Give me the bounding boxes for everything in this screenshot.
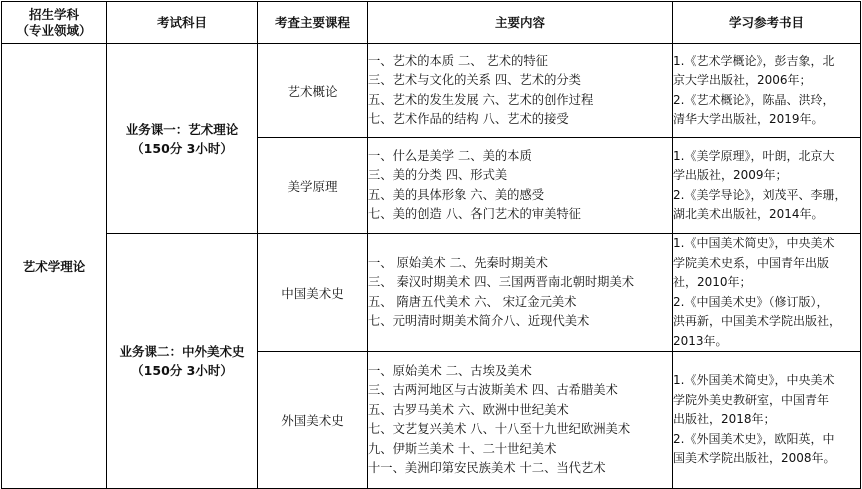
book-line: 1.《外国美术简史》，中央美术	[673, 373, 835, 388]
content-cell	[368, 138, 673, 234]
book-line: 2.《外国美术史》，欧阳英，中	[673, 431, 835, 446]
major-cell: 艺术学理论	[2, 44, 107, 489]
header-major-line-2: （专业领域）	[16, 22, 92, 38]
header-row	[2, 2, 861, 44]
content-line: 一、什么是美学 二、美的本质	[368, 148, 532, 163]
subject-cell	[107, 44, 258, 234]
course-cell: 艺术概论	[258, 44, 368, 138]
header-content: 主要内容	[368, 2, 673, 44]
book-line: 1.《中国美术简史》，中央美术	[673, 236, 835, 250]
exam-syllabus-table	[1, 1, 861, 489]
books-cell	[673, 352, 861, 489]
header-major-line-1: 招生学科	[28, 6, 79, 22]
books-cell	[673, 138, 861, 234]
header-subject: 考试科目	[107, 2, 258, 44]
book-line: 学出版社，2009年；	[673, 168, 788, 182]
header-books: 学习参考书目	[673, 2, 861, 44]
book-line: 学院美术史系，中国青年出版	[673, 255, 830, 270]
content-line: 五、美的具体形象 六、美的感受	[368, 187, 545, 202]
header-major	[2, 2, 107, 44]
content-line: 五、艺术的发生发展 六、艺术的创作过程	[368, 92, 594, 107]
content-line: 七、艺术作品的结构 八、艺术的接受	[368, 112, 569, 126]
books-cell	[673, 44, 861, 138]
book-line: 国美术学院出版社，2008年。	[673, 451, 836, 466]
content-line: 七、元明清时期美术简介八、近现代美术	[368, 314, 590, 328]
table-row	[2, 44, 861, 138]
content-line: 五、古罗马美术 六、欧洲中世纪美术	[368, 402, 569, 417]
book-line: 1.《美学原理》，叶朗，北京大	[673, 148, 835, 163]
course-cell: 外国美术史	[258, 352, 368, 489]
course-cell: 美学原理	[258, 138, 368, 234]
content-line: 三、 秦汉时期美术 四、三国两晋南北朝时期美术	[368, 275, 635, 289]
book-line: 社，2010年；	[673, 275, 752, 289]
content-line: 七、美的创造 八、各门艺术的审美特征	[368, 207, 581, 221]
book-line: 洪再新，中国美术学院出版社，	[673, 314, 842, 328]
book-line: 出版社，2018年；	[673, 412, 776, 427]
subject-score: （150分 3小时）	[131, 363, 233, 378]
content-line: 一、原始美术 二、古埃及美术	[368, 363, 532, 378]
subject-name: 业务课二：中外美术史	[119, 344, 245, 359]
content-line: 十一、美洲印第安民族美术 十二、当代艺术	[368, 461, 606, 475]
content-line: 三、美的分类 四、形式美	[368, 168, 508, 182]
book-line: 2013年。	[673, 333, 728, 348]
content-line: 一、艺术的本质 二、 艺术的特征	[368, 53, 548, 68]
course-cell: 中国美术史	[258, 234, 368, 352]
content-line: 三、古两河地区与古波斯美术 四、古希腊美术	[368, 383, 618, 397]
book-line: 1.《艺术学概论》，彭吉象，北	[673, 53, 835, 68]
book-line: 2.《艺术概论》，陈晶、洪玲，	[673, 92, 835, 107]
subject-score: （150分 3小时）	[131, 140, 233, 156]
header-course: 考査主要课程	[258, 2, 368, 44]
content-line: 五、 隋唐五代美术 六、 宋辽金元美术	[368, 294, 577, 309]
book-line: 2.《美学导论》，刘茂平、李珊，	[673, 187, 847, 202]
content-cell	[368, 234, 673, 352]
book-line: 学院外美史教研室，中国青年	[673, 392, 830, 407]
subject-name: 业务课一：艺术理论	[125, 121, 239, 137]
content-line: 七、文艺复兴美术 八、十八至十九世纪欧洲美术	[368, 422, 631, 436]
content-line: 三、艺术与文化的关系 四、艺术的分类	[368, 73, 581, 87]
content-cell	[368, 352, 673, 489]
books-cell	[673, 234, 861, 352]
content-cell	[368, 44, 673, 138]
book-line: 湖北美术出版社，2014年。	[673, 207, 824, 221]
table-row	[2, 234, 861, 352]
content-line: 一、 原始美术 二、先秦时期美术	[368, 255, 548, 270]
subject-cell	[107, 234, 258, 489]
content-line: 九、伊斯兰美术 十、二十世纪美术	[368, 441, 557, 456]
book-line: 清华大学出版社，2019年。	[673, 112, 824, 126]
book-line: 2.《中国美术史》（修订版），	[673, 294, 829, 309]
book-line: 京大学出版社，2006年；	[673, 73, 812, 87]
